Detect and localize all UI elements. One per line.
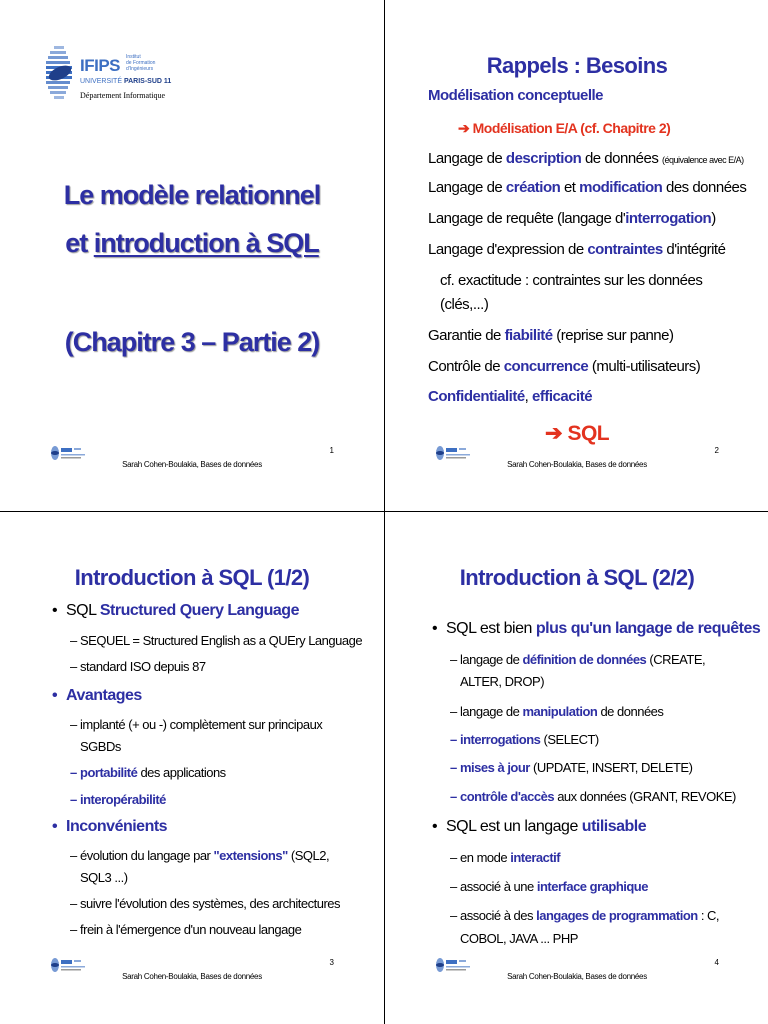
line-modelisation-ea: ➔ Modélisation E/A (cf. Chapitre 2) xyxy=(458,120,671,136)
dash-portabilite: – portabilité des applications xyxy=(70,765,226,780)
dash-definition: – langage de définition de données (CREATE, xyxy=(450,652,706,667)
bullet-avantages: • Avantages xyxy=(52,687,142,704)
footer-author: Sarah Cohen-Boulakia, Bases de données xyxy=(122,460,262,469)
dash-interface: – associé à une interface graphique xyxy=(450,879,648,894)
bullet-sql: • SQL Structured Query Language xyxy=(52,602,299,619)
slide-4 xyxy=(385,512,768,1023)
ifips-logo xyxy=(44,42,174,112)
line-exactitude: cf. exactitude : contraintes sur les données xyxy=(440,272,703,289)
dash-sequel: – SEQUEL = Structured English as a QUEry Language xyxy=(70,633,363,648)
bullet-plus-que-requetes: • SQL est bien plus qu'un langage de requêtes xyxy=(432,620,761,637)
logo-university: UNIVERSITÉ PARIS-SUD 11 xyxy=(80,78,172,85)
slide-title-line2: et introduction à SQL xyxy=(65,228,319,258)
slide-title-line1: Le modèle relationnel xyxy=(63,180,321,210)
slide-2 xyxy=(385,0,768,511)
slide-title: Introduction à SQL (2/2) xyxy=(459,565,695,590)
logo-name: IFIPS xyxy=(80,56,121,75)
dash-evolution-cont: SQL3 ...) xyxy=(80,870,128,885)
page-number: 3 xyxy=(329,958,334,967)
line-confidentialite: Confidentialité, efficacité xyxy=(428,388,593,405)
dash-programmation-cont: COBOL, JAVA ... PHP xyxy=(460,931,578,946)
dash-programmation: – associé à des langages de programmation : C, xyxy=(450,908,720,923)
department-label: Département Informatique xyxy=(80,91,166,100)
ifips-globe-icon xyxy=(44,42,76,104)
line-interrogation: Langage de requête (langage d'interrogation) xyxy=(428,210,716,227)
arrow-icon: ➔ xyxy=(458,120,470,136)
line-modelisation: Modélisation conceptuelle xyxy=(428,87,604,104)
footer-author: Sarah Cohen-Boulakia, Bases de données xyxy=(507,460,647,469)
dash-implante: – implanté (+ ou -) complètement sur principaux xyxy=(70,717,323,732)
dash-mises-a-jour: – mises à jour (UPDATE, INSERT, DELETE) xyxy=(450,760,693,775)
slide-subtitle: (Chapitre 3 – Partie 2) xyxy=(64,327,320,357)
dash-controle-acces: – contrôle d'accès aux données (GRANT, REVOKE) xyxy=(450,789,736,804)
dash-evolution: – évolution du langage par "extensions" (SQL2, xyxy=(70,848,330,863)
page-number: 2 xyxy=(714,446,719,455)
dash-implante-cont: SGBDs xyxy=(80,739,121,754)
dash-interoperabilite: – interopérabilité xyxy=(70,792,166,807)
page-number: 1 xyxy=(329,446,334,455)
line-concurrence: Contrôle de concurrence (multi-utilisateurs) xyxy=(428,358,701,375)
bullet-utilisable: • SQL est un langage utilisable xyxy=(432,818,647,835)
footer-author: Sarah Cohen-Boulakia, Bases de données xyxy=(122,972,262,981)
dash-frein: – frein à l'émergence d'un nouveau langage xyxy=(70,922,302,937)
arrow-icon: ➔ xyxy=(545,422,563,445)
line-description: Langage de description de données (équivalence avec E/A) xyxy=(428,150,744,167)
bullet-inconvenients: • Inconvénients xyxy=(52,818,168,835)
line-fiabilite: Garantie de fiabilité (reprise sur panne) xyxy=(428,327,674,344)
dash-interactif: – en mode interactif xyxy=(450,850,561,865)
dash-interrogations: – interrogations (SELECT) xyxy=(450,732,599,747)
slide-3 xyxy=(0,512,384,1023)
dash-standard: – standard ISO depuis 87 xyxy=(70,659,206,674)
slide-title: Rappels : Besoins xyxy=(486,53,668,78)
logo-tagline: Institut de Formation d'Ingénieurs xyxy=(126,54,156,72)
line-contraintes: Langage d'expression de contraintes d'intégrité xyxy=(428,241,726,258)
line-cles: (clés,...) xyxy=(440,296,489,313)
footer-author: Sarah Cohen-Boulakia, Bases de données xyxy=(507,972,647,981)
dash-definition-cont: ALTER, DROP) xyxy=(460,674,545,689)
page-number: 4 xyxy=(714,958,719,967)
slide-title: Introduction à SQL (1/2) xyxy=(74,565,310,590)
line-sql: ➔ SQL xyxy=(545,422,610,445)
slide-1 xyxy=(0,0,384,511)
line-creation: Langage de création et modification des données xyxy=(428,179,747,196)
dash-manipulation: – langage de manipulation de données xyxy=(450,704,664,719)
dash-suivre: – suivre l'évolution des systèmes, des architectures xyxy=(70,896,340,911)
